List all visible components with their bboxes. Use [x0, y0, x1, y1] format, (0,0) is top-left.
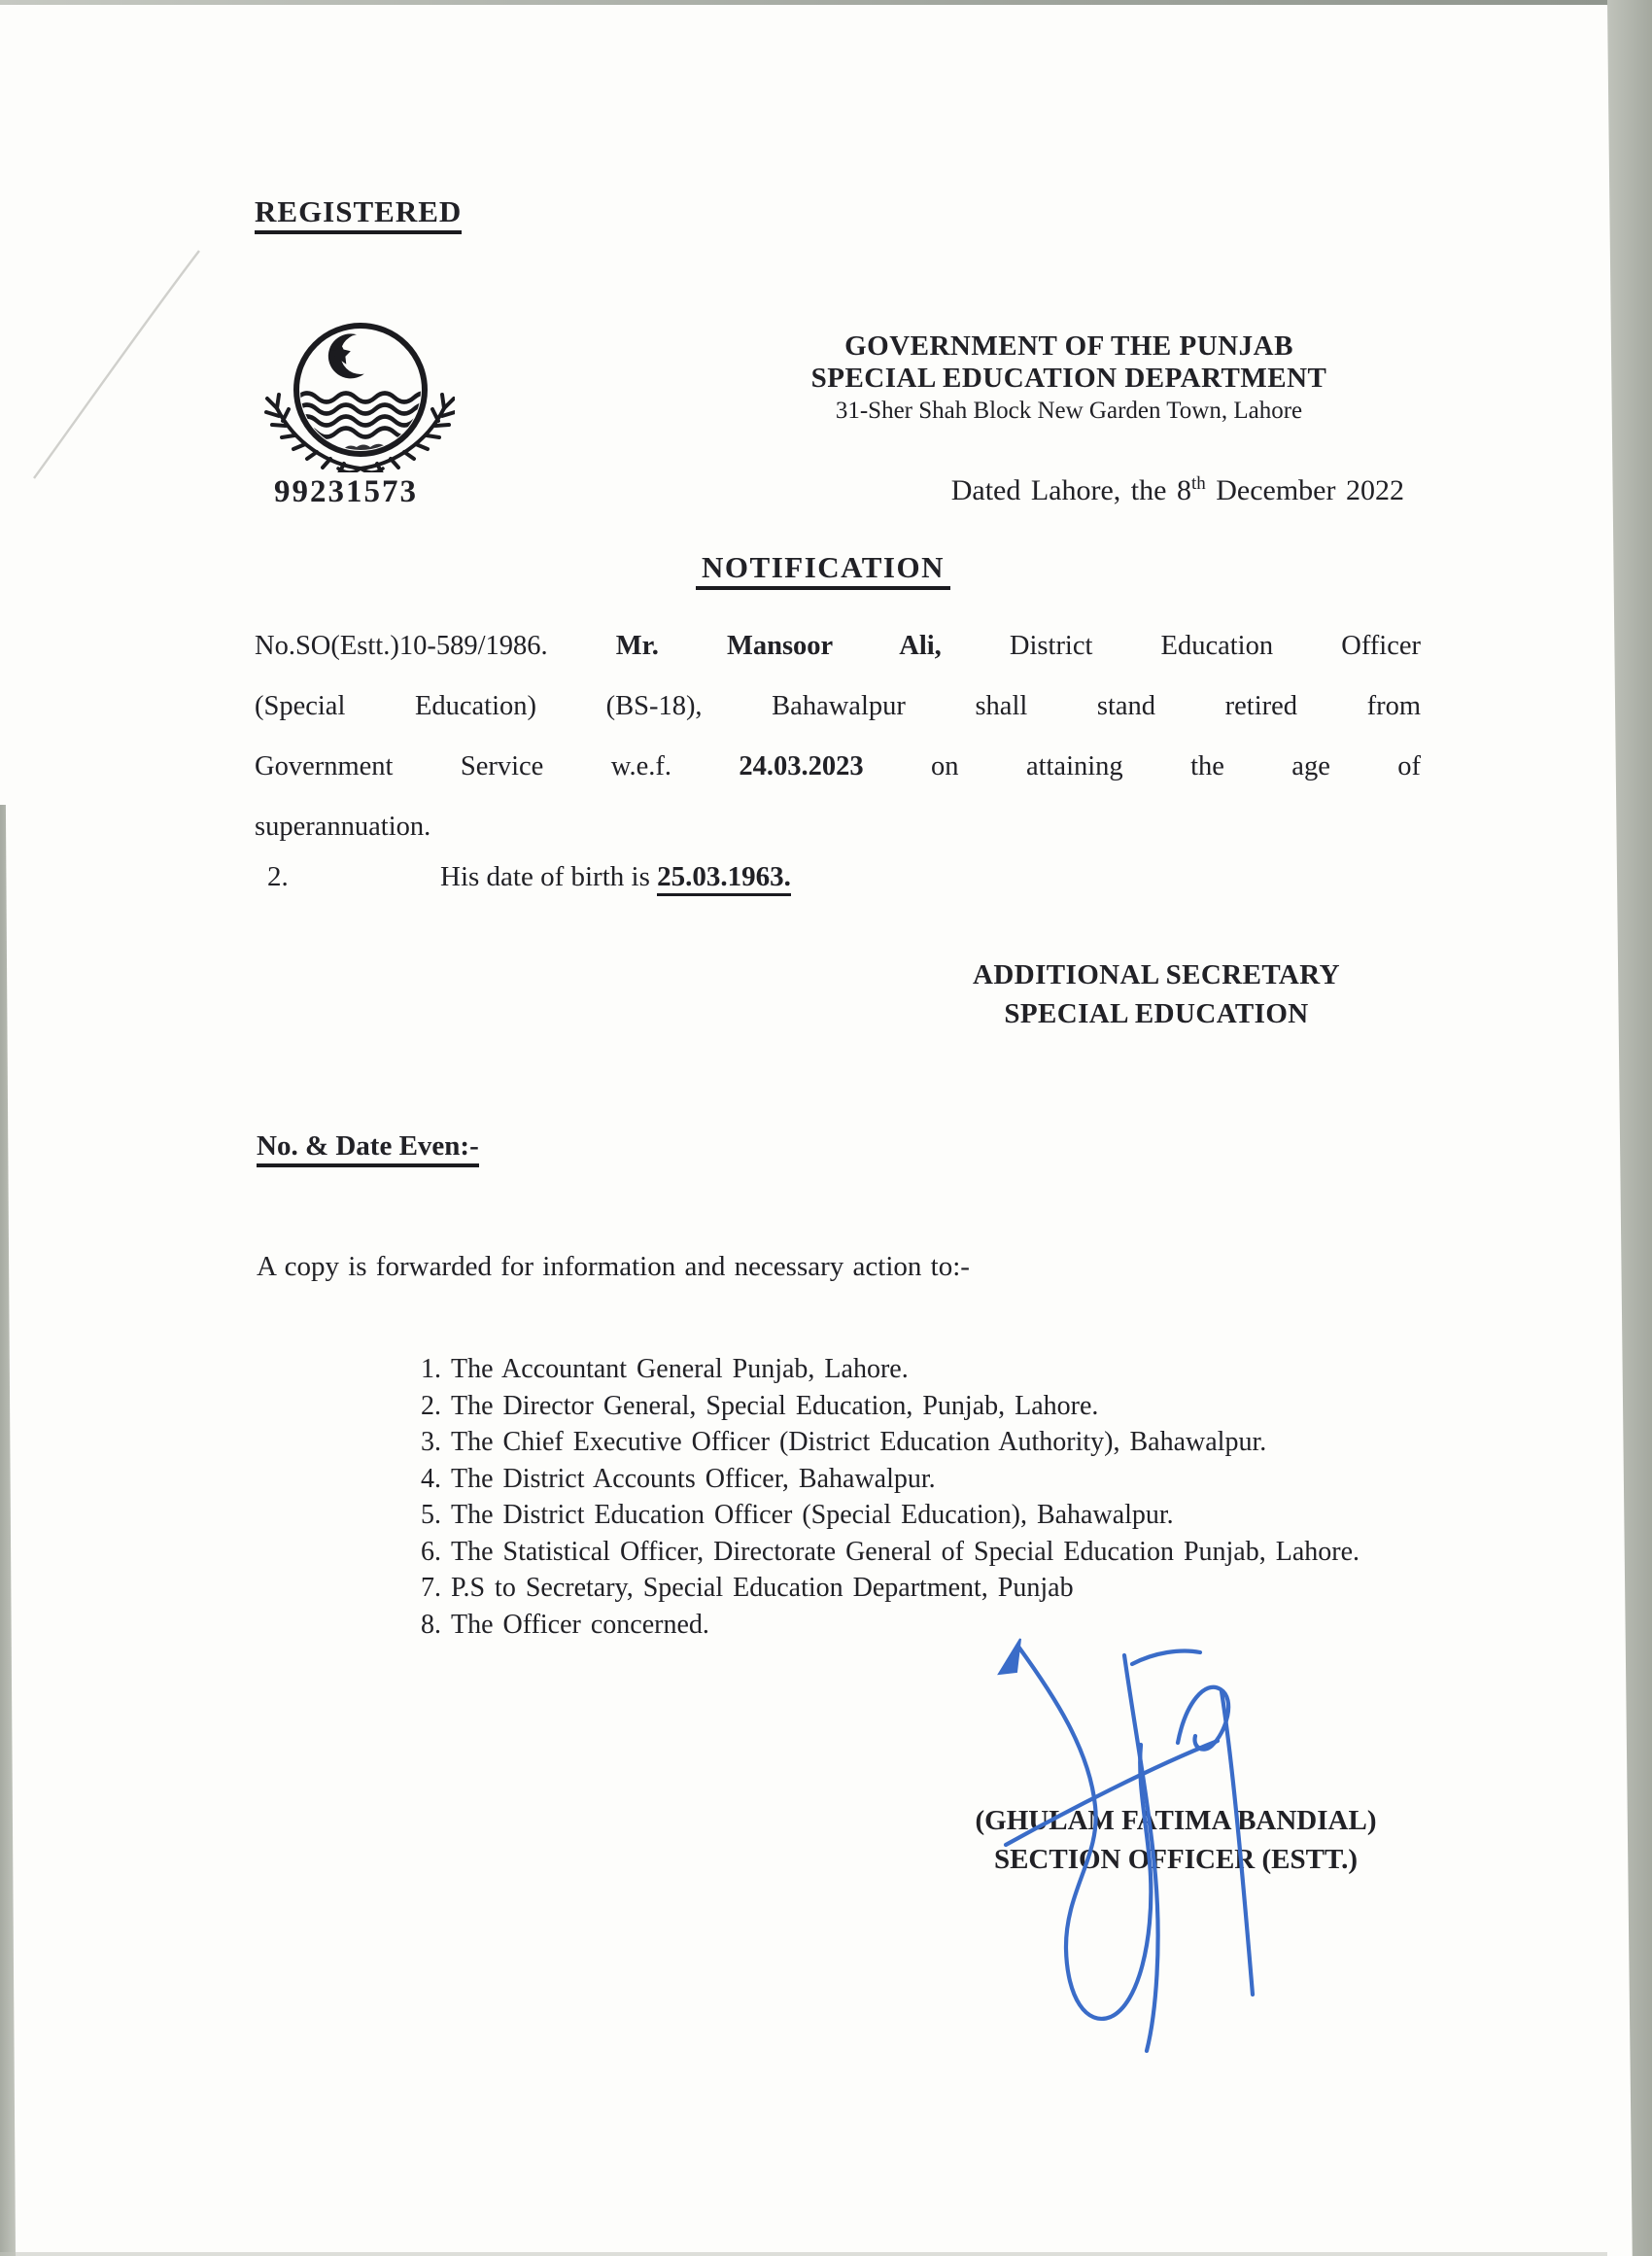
recipient-item: 2. The Director General, Special Education, Punjab, Lahore.	[451, 1388, 1462, 1425]
date-line: Dated Lahore, the 8th December 2022	[950, 473, 1404, 506]
scan-edge-left	[0, 805, 16, 2256]
scan-hair-artifact	[0, 0, 253, 505]
signatory-title: SECTION OFFICER (ESTT.)	[993, 1844, 1359, 1875]
body-line-4: superannuation.	[255, 812, 431, 842]
scan-edge-right	[1607, 0, 1652, 2256]
recipient-item: 8. The Officer concerned.	[451, 1607, 1462, 1644]
phone-number: 99231573	[274, 474, 418, 509]
notification-title: NOTIFICATION	[580, 550, 1066, 585]
signatory-name: (GHULAM FATIMA BANDIAL)	[975, 1805, 1377, 1836]
registered-label: REGISTERED	[255, 194, 462, 234]
body-line-2: (Special Education) (BS-18), Bahawalpur shall stand retired from	[255, 691, 1421, 721]
punjab-emblem-logo	[260, 307, 455, 472]
officer-name: Mr. Mansoor Ali,	[615, 631, 942, 661]
signatory-section-officer	[913, 1801, 1438, 1879]
department-header	[719, 330, 1419, 427]
department-title: SPECIAL EDUCATION DEPARTMENT	[810, 363, 1327, 394]
recipient-item: 3. The Chief Executive Officer (District Education Authority), Bahawalpur.	[451, 1424, 1462, 1461]
body-line-3: Government Service w.e.f. 24.03.2023 on attaining the age of	[255, 751, 1421, 781]
recipients-list	[408, 1351, 1462, 1643]
recipient-item: 6. The Statistical Officer, Directorate General of Special Education Punjab, Lahore.	[451, 1534, 1462, 1571]
paragraph-number: 2.	[267, 861, 289, 892]
recipient-item: 1. The Accountant General Punjab, Lahore.	[451, 1351, 1462, 1388]
no-date-even-label: No. & Date Even:-	[257, 1130, 479, 1163]
copy-forwarded-line: A copy is forwarded for information and necessary action to:-	[257, 1251, 970, 1282]
paragraph-2: 2. His date of birth is 25.03.1963.	[267, 861, 791, 893]
date-of-birth: 25.03.1963.	[657, 861, 791, 896]
recipient-item: 4. The District Accounts Officer, Bahawalpur.	[451, 1461, 1462, 1498]
scan-edge-bottom	[0, 2252, 1607, 2256]
signatory-additional-secretary: ADDITIONAL SECRETARY SPECIAL EDUCATION	[973, 959, 1340, 1029]
body-line-1: No.SO(Estt.)10-589/1986. Mr. Mansoor Ali, District Education Officer	[255, 631, 1421, 661]
retirement-date: 24.03.2023	[739, 751, 864, 781]
department-address: 31-Sher Shah Block New Garden Town, Lahore	[835, 398, 1303, 424]
notification-body	[255, 616, 1421, 857]
recipient-item: 7. P.S to Secretary, Special Education Department, Punjab	[451, 1570, 1462, 1607]
recipient-item: 5. The District Education Officer (Special Education), Bahawalpur.	[451, 1497, 1462, 1534]
scan-edge-top	[0, 0, 1652, 5]
government-title: GOVERNMENT OF THE PUNJAB	[844, 330, 1293, 362]
